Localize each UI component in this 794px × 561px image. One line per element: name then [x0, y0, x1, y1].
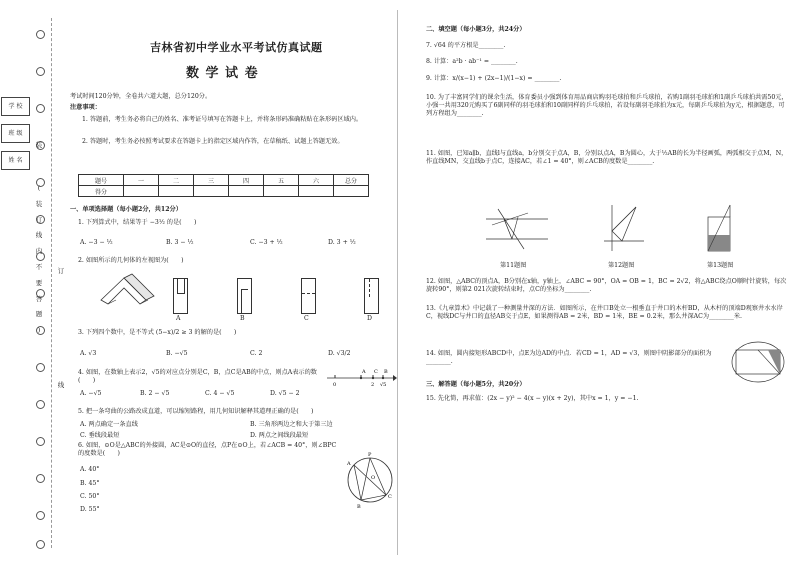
punch-hole [36, 67, 45, 76]
q8: 8. 计算：a²b · ab⁻¹ = ________. [426, 58, 518, 65]
q10: 10. 为了丰富同学们的课余生活，体育委员小强到体育用品商店购羽毛球拍和乒乓球拍，若购1副羽毛球拍和1副乒乓球拍共需50元，小强一共用320元购买了6副同样的羽毛球拍和10副同样的乒乓球拍，若设每副羽毛球拍为x元，每副乒乓球拍为y元，根据题意，可列方程组为________. [426, 94, 788, 117]
q6-circle-figure [345, 448, 395, 510]
score-cell[interactable] [229, 186, 264, 197]
exam-info: 考试时间120分钟，全卷共六道大题，总分120分。 [70, 93, 212, 100]
q2-solid-figure [96, 272, 156, 312]
score-header: 三 [194, 175, 229, 186]
q1-option-d[interactable]: D. 3 + ½ [328, 239, 356, 246]
school-box[interactable]: 学 校 [1, 97, 30, 116]
binding-label-ding: 订 [57, 267, 65, 275]
score-cell[interactable] [159, 186, 194, 197]
axis-label-a: A [362, 369, 366, 375]
figure-label-o: O [371, 475, 376, 481]
q14: 14. 如图，圆内接矩形ABCD中，点E为边AD的中点．若CD = 1，AD = √3，则图中阴影部分的面积为________. [426, 350, 712, 365]
punch-hole [36, 400, 45, 409]
q2-view-c [301, 278, 316, 314]
q6-option-d[interactable]: D. 55° [80, 506, 100, 513]
q3-stem: 3. 下列四个数中，是不等式 (5−x)/2 ≥ 3 的解的是( ) [78, 329, 237, 336]
binding-label-zhuang: 装 [35, 141, 43, 149]
q2-option-a[interactable]: A [176, 315, 181, 322]
axis-label-two: 2 [371, 382, 375, 388]
punch-hole [36, 30, 45, 39]
axis-label-c: C [374, 369, 378, 375]
q5-option-c[interactable]: C. 垂线段最短 [80, 432, 120, 439]
punch-hole [36, 474, 45, 483]
q6-stem: 6. 如图，⊙O是△ABC的外接圆，AC是⊙O的直径，点P在⊙O上，若∠ACB = 40°，则∠BPC的度数是( ) [78, 442, 337, 457]
q3-option-c[interactable]: C. 2 [250, 350, 263, 357]
q12-caption: 第12题图 [608, 262, 635, 269]
q5-option-d[interactable]: D. 两点之间线段最短 [250, 432, 309, 439]
score-table [78, 174, 369, 197]
figure-label-b: B [357, 504, 361, 510]
score-header: 五 [264, 175, 299, 186]
q7: 7. √64 的平方根是________. [426, 42, 506, 49]
score-cell[interactable] [194, 186, 229, 197]
binding-dashed-line [51, 18, 52, 548]
score-label: 得分 [79, 186, 124, 197]
q13-figure [702, 203, 742, 253]
q4-option-b[interactable]: B. 2 − √5 [140, 390, 170, 397]
score-cell[interactable] [124, 186, 159, 197]
q1-option-c[interactable]: C. −3 + ½ [250, 239, 283, 246]
q1-option-b[interactable]: B. 3 − ½ [166, 239, 194, 246]
axis-label-root5: √5 [380, 382, 387, 388]
binding-label-xian: 线 [57, 381, 65, 389]
q1-option-a[interactable]: A. −3 − ½ [80, 239, 113, 246]
score-header: 二 [159, 175, 194, 186]
name-box[interactable]: 姓 名 [1, 151, 30, 170]
q14-figure [730, 340, 786, 384]
q12: 12. 如图，△ABC的顶点A，B分别在x轴，y轴上，∠ABC = 90°，OA = OB = 1，BC = 2√2，将△ABC绕点O顺时针旋转，每次旋转90°，则第2 021次旋转结束时，点C的坐标为________. [426, 278, 787, 293]
notes-title: 注意事项： [70, 104, 101, 111]
punch-hole [36, 104, 45, 113]
q5-stem: 5. 把一条弯曲的公路改成直道，可以缩短路程，用几何知识解释其道理正确的是( ) [78, 408, 314, 415]
score-header: 题号 [79, 175, 124, 186]
q2-option-d[interactable]: D [367, 315, 372, 322]
score-header: 六 [299, 175, 334, 186]
section2-title: 二、填空题（每小题3分，共24分） [426, 26, 526, 33]
column-separator [397, 10, 398, 555]
q11: 11. 如图，已知a∥b，直线l与直线a，b分别交于点A，B，分别以点A，B为圆心，大于½AB的长为半径画弧，两弧相交于点M，N，作直线MN，交直线b于点C，连接AC，若∠1 = 40°，则∠ACB的度数是________. [426, 150, 788, 165]
q9: 9. 计算：x/(x−1) + (2x−1)/(1−x) = ________. [426, 75, 562, 82]
q3-option-a[interactable]: A. √3 [80, 350, 97, 357]
q15: 15. 先化简，再求值：(2x − y)² − 4(x − y)(x + 2y)，其中x = 1，y = −1. [426, 395, 639, 402]
figure-label-a: A [347, 461, 351, 467]
score-header: 总分 [334, 175, 369, 186]
score-header: 四 [229, 175, 264, 186]
score-cell[interactable] [264, 186, 299, 197]
q6-option-a[interactable]: A. 40° [80, 466, 100, 473]
subject-title: 数 学 试 卷 [186, 66, 259, 81]
q2-option-c[interactable]: C [304, 315, 309, 322]
q4-option-c[interactable]: C. 4 − √5 [205, 390, 235, 397]
punch-hole [36, 511, 45, 520]
figure-label-p: P [368, 452, 372, 458]
punch-hole [36, 437, 45, 446]
section1-title: 一、单项选择题（每小题2分，共12分） [70, 206, 182, 213]
q12-figure [602, 203, 646, 253]
q6-option-b[interactable]: B. 45° [80, 480, 100, 487]
note-1: 1. 答题前，考生务必将自己的姓名、准考证号填写在答题卡上，并将条形码准确粘贴在条形码区域内。 [82, 116, 363, 123]
axis-label-b: B [384, 369, 388, 375]
q4-number-line [325, 368, 397, 394]
axis-label-zero: 0 [333, 382, 337, 388]
q2-view-b [237, 278, 252, 314]
score-header: 一 [124, 175, 159, 186]
q11-figure [484, 205, 550, 250]
score-cell[interactable] [334, 186, 369, 197]
q2-option-b[interactable]: B [240, 315, 245, 322]
punch-hole [36, 363, 45, 372]
note-2: 2. 答题时，考生务必按照考试要求在答题卡上的指定区域内作答，在草稿纸、试题上答题无效。 [82, 138, 344, 145]
q1-stem: 1. 下列算式中，结果等于 −3½ 的是( ) [78, 219, 197, 226]
q4-stem: 4. 如图，在数轴上表示2，√5的对应点分别是C，B，点C是AB的中点，则点A表示的数( ) [78, 369, 317, 384]
q2-view-a [173, 278, 188, 314]
class-box[interactable]: 班 级 [1, 124, 30, 143]
figure-label-c: C [388, 494, 392, 500]
q4-option-d[interactable]: D. √5 − 2 [270, 390, 300, 397]
exam-title: 吉林省初中学业水平考试仿真试题 [150, 41, 323, 54]
q2-stem: 2. 如图所示的几何体的左视图为( ) [78, 257, 184, 264]
q4-option-a[interactable]: A. −√5 [80, 390, 102, 397]
punch-hole [36, 540, 45, 549]
q3-option-d[interactable]: D. √3/2 [328, 350, 351, 357]
q5-option-b[interactable]: B. 三角形两边之和大于第三边 [250, 421, 333, 428]
q3-option-b[interactable]: B. −√5 [166, 350, 188, 357]
section3-title: 三、解答题（每小题5分，共20分） [426, 381, 526, 388]
q5-option-a[interactable]: A. 两点确定一条直线 [80, 421, 138, 428]
score-cell[interactable] [299, 186, 334, 197]
q2-view-d [364, 278, 379, 314]
binding-strip [0, 0, 65, 561]
binding-warning: ( 装 订 线 内 不 要 答 题 ) [35, 184, 43, 335]
q11-caption: 第11题图 [500, 262, 527, 269]
q13-caption: 第13题图 [707, 262, 734, 269]
q13: 13.《九章算术》中记载了一种测量井深的方法．如图所示，在井口B处立一根垂直于井口的木杆BD，从木杆的顶端D观察井水水岸C，视线DC与井口的直径AB交于点E，如果测得AB = 2米，BD = 1米，BE = 0.2米，那么井深AC为________米. [426, 305, 783, 320]
q6-option-c[interactable]: C. 50° [80, 493, 100, 500]
